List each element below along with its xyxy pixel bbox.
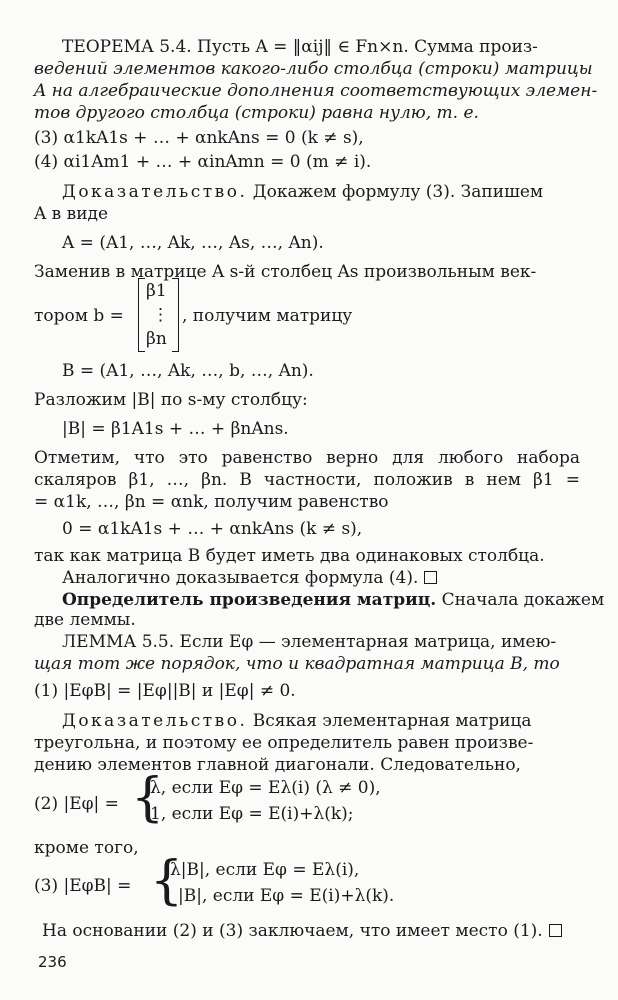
proof2-line-3: дению элементов главной диагонали. Следовательно, — [34, 755, 521, 775]
qed-square-icon — [549, 924, 562, 937]
proof1-line-3: Заменив в матрице A s-й столбец As произвольным век- — [34, 262, 537, 282]
proof1-line-1-rest: Докажем формулу (3). Запишем — [252, 182, 544, 202]
formula-4: (4) αi1Am1 + … + αinAmn = 0 (m ≠ i). — [34, 152, 372, 172]
theorem-line-2: ведений элементов какого-либо столбца (строки) матрицы — [34, 59, 593, 79]
proof1-line-6: Отметим, что это равенство верно для любого набора — [34, 448, 580, 468]
formula-3b-case-2: |B|, если Eφ = E(i)+λ(k). — [178, 886, 395, 906]
formula-2-brace: { — [131, 768, 165, 828]
equation-zero: 0 = α1kA1s + … + αnkAns (k ≠ s), — [62, 519, 363, 539]
formula-3b-case-1: λ|B|, если Eφ = Eλ(i), — [170, 860, 360, 880]
section-line-1-rest: Сначала докажем — [441, 590, 605, 610]
proof1-line-1 — [62, 181, 543, 203]
proof1-line-10 — [62, 567, 437, 589]
equation-A: A = (A1, …, Ak, …, As, …, An). — [62, 233, 324, 253]
proof1-heading: Доказательство. — [62, 182, 248, 202]
formula-2-case-1: λ, если Eφ = Eλ(i) (λ ≠ 0), — [150, 778, 381, 798]
proof2-line-4: кроме того, — [34, 838, 139, 858]
theorem-line-1: ТЕОРЕМА 5.4. Пусть A = ‖αij‖ ∈ Fn×n. Сумма произ- — [62, 37, 538, 57]
formula-1: (1) |EφB| = |Eφ||B| и |Eφ| ≠ 0. — [34, 681, 296, 701]
proof1-line-7: скаляров β1, …, βn. В частности, положив в нем β1 = — [34, 470, 580, 490]
proof2-heading: Доказательство. — [62, 711, 248, 731]
proof1-line-4-right: , получим матрицу — [182, 306, 353, 326]
lemma-line-1: ЛЕММА 5.5. Если Eφ — элементарная матрица, имею- — [62, 632, 557, 652]
formula-3b-brace: { — [150, 851, 184, 911]
proof1-line-2: A в виде — [34, 204, 109, 224]
vector-left-bracket — [138, 278, 145, 352]
theorem-line-3: A на алгебраические дополнения соответствующих элемен- — [34, 81, 598, 101]
equation-detB: |B| = β1A1s + … + βnAns. — [62, 419, 289, 439]
page-number: 236 — [38, 953, 67, 971]
vector-right-bracket — [172, 278, 179, 352]
section-title: Определитель произведения матриц. — [62, 590, 437, 610]
proof1-line-8: = α1k, …, βn = αnk, получим равенство — [34, 492, 389, 512]
proof2-line-1-rest: Всякая элементарная матрица — [252, 711, 532, 731]
vector-entry-bot: βn — [146, 329, 167, 349]
proof2-line-2: треугольна, и поэтому ее определитель равен произве- — [34, 733, 534, 753]
formula-3: (3) α1kA1s + … + αnkAns = 0 (k ≠ s), — [34, 128, 364, 148]
proof1-line-4-left: тором b = — [34, 306, 124, 326]
formula-2-case-2: 1, если Eφ = E(i)+λ(k); — [150, 804, 354, 824]
proof2-line-5 — [42, 920, 562, 942]
equation-B: B = (A1, …, Ak, …, b, …, An). — [62, 361, 314, 381]
vector-entry-top: β1 — [146, 281, 167, 301]
lemma-line-2: щая тот же порядок, что и квадратная матрица B, то — [34, 654, 560, 674]
proof2-line-5-text: На основании (2) и (3) заключаем, что имеет место (1). — [42, 921, 543, 941]
vector-entry-mid: ⋮ — [152, 305, 169, 325]
proof2-line-1 — [62, 710, 531, 732]
qed-square-icon — [424, 571, 437, 584]
formula-2-label: (2) |Eφ| = — [34, 794, 119, 814]
proof1-line-5: Разложим |B| по s-му столбцу: — [34, 390, 308, 410]
theorem-line-4: тов другого столбца (строки) равна нулю, т. е. — [34, 103, 479, 123]
proof1-line-10-text: Аналогично доказывается формула (4). — [62, 568, 419, 588]
section-line-1 — [62, 589, 604, 611]
proof1-line-9: так как матрица B будет иметь два одинаковых столбца. — [34, 546, 545, 566]
formula-3b-label: (3) |EφB| = — [34, 876, 132, 896]
section-line-2: две леммы. — [34, 610, 136, 630]
